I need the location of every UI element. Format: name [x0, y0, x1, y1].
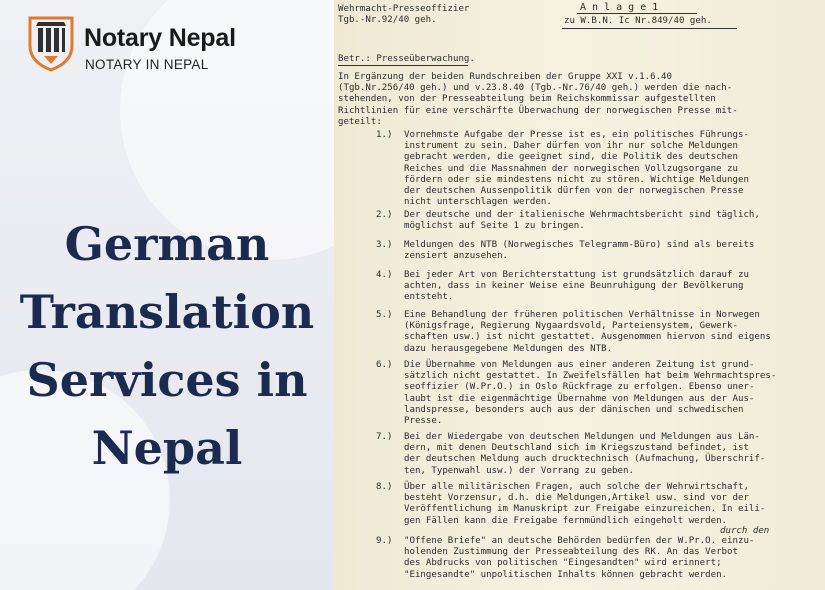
page-headline — [0, 210, 334, 482]
text-line: ten, Typenwahl usw.) der Vorrang zu geben. — [404, 465, 634, 476]
text-line: "Eingesandte" unpolitischen Inhalts können gebracht werden. — [404, 569, 728, 580]
text-line: "Offene Briefe" an deutsche Behörden bedürfen der W.Pr.O. einzu- — [404, 536, 755, 546]
underline — [562, 28, 737, 29]
list-item — [376, 210, 825, 232]
underline — [338, 65, 468, 66]
text-line: Veröffentlichung im Manuskript zur Freigabe einzureichen. In eili- — [404, 504, 766, 515]
text-line: Bei jeder Art von Berichterstattung ist grundsätzlich darauf zu — [404, 270, 749, 280]
headline-line: Services in — [26, 353, 308, 407]
text-line: Bei der Wiedergabe von deutschen Meldungen und Meldungen aus Län- — [404, 432, 760, 442]
text-line: Der deutsche und der italienische Wehrmachtsbericht sind täglich, — [404, 210, 760, 220]
pillar-shield-logo-icon — [24, 12, 78, 74]
item-number: 9.) — [376, 536, 393, 546]
text-line: Vornehmste Aufgabe der Presse ist es, ein politisches Führungs- — [404, 130, 749, 140]
header-left-2: Tgb.-Nr.92/40 geh. — [338, 15, 437, 25]
brand-name: Notary Nepal — [84, 24, 236, 52]
text-line: der deutschen Meldung auch drucktechnisch (Aufmachung, Überschrif- — [404, 454, 766, 465]
underline — [577, 13, 697, 14]
item-number: 8.) — [376, 482, 393, 492]
handwritten-insert: durch den — [720, 526, 770, 536]
headline-line: Nepal — [91, 421, 243, 475]
text-line: (Tgb.Nr.256/40 geh.) und v.23.8.40 (Tgb.-Nr.76/40 geh.) werden die nach- — [338, 83, 733, 94]
text-line: instrument zu sein. Daher dürfen von ihr nur solche Meldungen — [404, 141, 738, 152]
brand-tagline: NOTARY IN NEPAL — [85, 57, 209, 72]
item-number: 2.) — [376, 210, 393, 220]
intro-paragraph — [338, 72, 822, 128]
text-line: Meldungen des NTB (Norwegisches Telegramm-Büro) sind als bereits — [404, 240, 755, 250]
text-line: gen Fällen kann die Freigabe fernmündlich eingeholt werden. — [404, 515, 728, 526]
text-line: zensiert anzusehen. — [404, 251, 509, 262]
text-line: Über alle militärischen Fragen, auch solche der Wehrwirtschaft, — [404, 482, 749, 492]
text-line: landspresse, besonders auch aus der dänischen und schwedischen — [404, 404, 744, 415]
brand-logo[interactable] — [24, 12, 324, 82]
text-line: Die Übernahme von Meldungen aus einer anderen Zeitung ist grund- — [404, 360, 755, 370]
text-line: stehenden, von der Presseabteilung beim Reichskommissar aufgestellten — [338, 94, 716, 105]
list-item — [376, 270, 825, 304]
list-item — [376, 310, 825, 355]
text-line: In Ergänzung der beiden Rundschreiben der Gruppe XXI v.1.6.40 — [338, 72, 672, 82]
subject-line: Betr.: Presseüberwachung. — [338, 54, 475, 64]
header-left-1: Wehrmacht-Presseoffizier — [338, 4, 470, 14]
list-item — [376, 482, 825, 527]
text-line: dazu herausgegebene Meldungen des NTB. — [404, 343, 613, 354]
text-line: fördern oder sie mindestens nicht zu stören. Wichtige Meldungen — [404, 174, 749, 185]
text-line: nicht unterschlagen werden. — [404, 197, 552, 208]
text-line: dern, mit denen Deutschland sich im Kriegszustand befindet, ist — [404, 443, 749, 454]
header-right-2: zu W.B.N. Ic Nr.849/40 geh. — [564, 16, 712, 26]
text-line: der deutschen Aussenpolitik dürfen von der norwegischen Presse — [404, 186, 744, 197]
text-line: Eine Behandlung der früheren politischen Verhältnisse in Norwegen — [404, 310, 760, 320]
hero-panel — [0, 0, 334, 590]
list-item — [376, 536, 825, 581]
header-right-1: A n l a g e 1 — [580, 2, 659, 13]
text-line: (Königsfrage, Regierung Nygaardsvold, Parteiensystem, Gewerk- — [404, 321, 738, 332]
item-number: 6.) — [376, 360, 393, 370]
headline-line: Translation — [19, 285, 315, 339]
text-line: entsteht. — [404, 292, 454, 303]
list-item — [376, 240, 825, 262]
text-line: möglichst auf Seite 1 zu bringen. — [404, 221, 585, 232]
item-number: 4.) — [376, 270, 393, 280]
text-line: Presse. — [404, 416, 443, 427]
text-line: seoffizier (W.Pr.O.) in Oslo Rückfrage zu erfolgen. Ebenso uner- — [404, 382, 755, 393]
text-line: besteht Vorzensur, d.h. die Meldungen,Artikel usw. sind vor der — [404, 493, 749, 504]
list-item — [376, 360, 825, 427]
item-number: 7.) — [376, 432, 393, 442]
text-line: geteilt: — [338, 116, 382, 127]
typewritten-document — [334, 0, 825, 590]
document-image — [334, 0, 825, 590]
text-line: Reiches und die Massnahmen der norwegischen Vollzugsorgane zu — [404, 163, 738, 174]
text-line: sätzlich nicht gestattet. In Zweifelsfällen hat beim Wehrmachtspres- — [404, 371, 777, 382]
text-line: laubt ist die eigenmächtige Übernahme von Meldungen aus der Aus- — [404, 393, 755, 404]
text-line: Richtlinien für eine verschärfte Überwachung der norwegischen Presse mit- — [338, 105, 738, 116]
list-item — [376, 130, 825, 208]
text-line: schaften usw.) ist nicht gestattet. Ausgenommen hiervon sind eigens — [404, 332, 771, 343]
list-item — [376, 432, 825, 477]
text-line: gebracht werden, die geeignet sind, die Politik des deutschen — [404, 152, 738, 163]
text-line: holenden Zustimmung der Presseabteilung des RK. An das Verbot — [404, 547, 738, 558]
item-number: 3.) — [376, 240, 393, 250]
text-line: des Abdrucks von politischen "Eingesandten" wird erinnert; — [404, 558, 722, 569]
text-line: achten, dass in keiner Weise eine Beunruhigung der Bevölkerung — [404, 281, 744, 292]
headline-line: German — [64, 217, 270, 271]
item-number: 5.) — [376, 310, 393, 320]
item-number: 1.) — [376, 130, 393, 140]
